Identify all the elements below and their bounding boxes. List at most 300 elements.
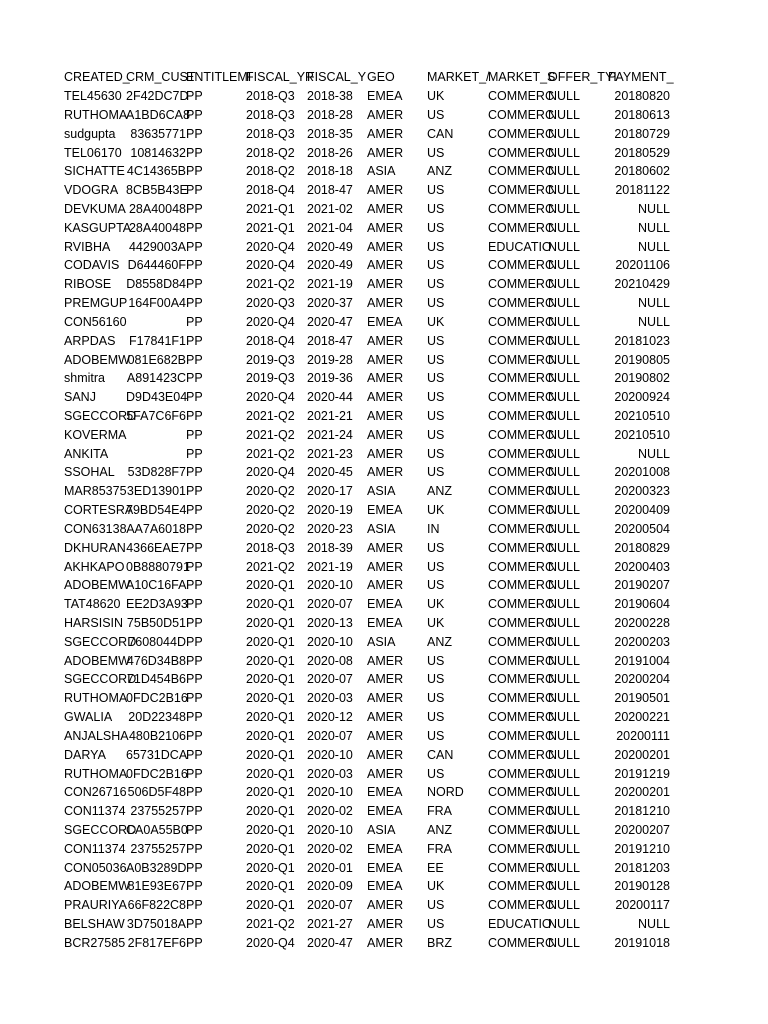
table-cell[interactable]: 2020-10 bbox=[307, 578, 353, 593]
table-cell[interactable]: 2021-Q2 bbox=[246, 277, 295, 292]
table-cell[interactable]: 20181023 bbox=[614, 333, 670, 348]
table-cell[interactable]: AMER bbox=[367, 728, 404, 743]
table-cell[interactable]: ASIA bbox=[367, 634, 396, 649]
table-cell[interactable]: EDUCATIO bbox=[488, 917, 552, 932]
table-cell[interactable]: AMER bbox=[367, 239, 404, 254]
table-cell[interactable]: 20180613 bbox=[614, 107, 670, 122]
table-cell[interactable]: AMER bbox=[367, 408, 404, 423]
table-cell[interactable]: NULL bbox=[638, 239, 670, 254]
table-cell[interactable]: 2020-Q1 bbox=[246, 728, 295, 743]
table-cell[interactable]: IN bbox=[427, 521, 440, 536]
table-cell[interactable]: A10C16FA bbox=[126, 578, 187, 593]
table-cell[interactable]: 2020-Q1 bbox=[246, 578, 295, 593]
table-cell[interactable]: 66F822C8 bbox=[127, 898, 186, 913]
table-cell[interactable]: PP bbox=[186, 935, 203, 950]
table-cell[interactable]: 2018-47 bbox=[307, 333, 353, 348]
table-cell[interactable]: AMER bbox=[367, 107, 404, 122]
table-cell[interactable]: PP bbox=[186, 503, 203, 517]
table-cell[interactable]: 20200111 bbox=[616, 728, 670, 743]
table-cell[interactable]: 2018-Q3 bbox=[246, 107, 295, 122]
table-cell[interactable]: 2020-03 bbox=[307, 766, 353, 781]
table-cell[interactable]: 20181122 bbox=[615, 183, 670, 198]
table-cell[interactable]: 83635771 bbox=[130, 126, 186, 141]
table-cell[interactable]: ADOBEMW bbox=[64, 653, 130, 668]
table-cell[interactable]: US bbox=[427, 239, 445, 254]
table-cell[interactable]: AMER bbox=[367, 747, 404, 762]
table-cell[interactable]: COMMERC bbox=[488, 634, 554, 649]
table-cell[interactable]: NULL bbox=[548, 917, 580, 932]
table-cell[interactable]: AMER bbox=[367, 145, 404, 160]
table-cell[interactable]: 2020-13 bbox=[307, 616, 353, 630]
table-cell[interactable]: EMEA bbox=[367, 785, 403, 800]
column-header[interactable]: PAYMENT_ bbox=[608, 70, 674, 84]
table-cell[interactable]: 2020-Q4 bbox=[246, 239, 295, 254]
table-cell[interactable]: AMER bbox=[367, 296, 404, 310]
table-cell[interactable]: AMER bbox=[367, 183, 404, 198]
table-cell[interactable]: NULL bbox=[548, 427, 580, 442]
table-cell[interactable]: COMMERC bbox=[488, 333, 554, 348]
table-cell[interactable]: 2020-49 bbox=[307, 258, 353, 273]
table-cell[interactable]: 2020-01 bbox=[307, 860, 353, 875]
table-cell[interactable]: NULL bbox=[548, 728, 580, 743]
table-cell[interactable]: VDOGRA bbox=[64, 183, 119, 198]
table-cell[interactable]: PP bbox=[186, 183, 203, 198]
table-cell[interactable]: COMMERC bbox=[488, 484, 554, 499]
table-cell[interactable]: 2021-02 bbox=[307, 201, 353, 216]
table-cell[interactable]: FRA bbox=[427, 841, 452, 856]
table-cell[interactable]: COMMERC bbox=[488, 465, 554, 480]
table-cell[interactable]: 2020-Q1 bbox=[246, 691, 295, 706]
table-cell[interactable]: 2020-09 bbox=[307, 879, 353, 894]
table-cell[interactable]: ASIA bbox=[367, 823, 396, 837]
table-cell[interactable]: 2021-19 bbox=[307, 277, 353, 292]
table-cell[interactable]: EMEA bbox=[367, 89, 403, 103]
table-cell[interactable]: PP bbox=[186, 296, 203, 310]
table-cell[interactable]: 2018-Q2 bbox=[246, 145, 295, 160]
column-header[interactable]: CREATED_ bbox=[64, 70, 130, 84]
table-cell[interactable]: 20200924 bbox=[614, 390, 670, 405]
table-cell[interactable]: PP bbox=[186, 164, 203, 179]
table-cell[interactable]: COMMERC bbox=[488, 201, 554, 216]
table-cell[interactable]: TEL06170 bbox=[64, 145, 122, 160]
table-cell[interactable]: COMMERC bbox=[488, 766, 554, 781]
table-cell[interactable]: COMMERC bbox=[488, 296, 554, 310]
table-cell[interactable]: 2020-02 bbox=[307, 841, 353, 856]
table-cell[interactable]: 2020-10 bbox=[307, 747, 353, 762]
table-cell[interactable]: 2020-Q1 bbox=[246, 597, 295, 612]
table-cell[interactable]: US bbox=[427, 427, 445, 442]
table-cell[interactable]: 2018-Q4 bbox=[246, 333, 295, 348]
table-cell[interactable]: PP bbox=[186, 540, 203, 555]
table-cell[interactable]: AMER bbox=[367, 578, 404, 593]
table-cell[interactable]: COMMERC bbox=[488, 145, 554, 160]
table-cell[interactable]: US bbox=[427, 408, 445, 423]
table-cell[interactable]: COMMERC bbox=[488, 277, 554, 292]
table-cell[interactable]: ADOBEMW bbox=[64, 879, 130, 894]
table-cell[interactable]: ANZ bbox=[427, 634, 452, 649]
table-cell[interactable]: 3D75018A bbox=[126, 917, 186, 932]
table-cell[interactable]: MAR85375 bbox=[64, 484, 127, 499]
table-cell[interactable]: COMMERC bbox=[488, 823, 554, 837]
table-cell[interactable]: COMMERC bbox=[488, 540, 554, 555]
table-cell[interactable]: 2021-23 bbox=[307, 446, 353, 461]
table-cell[interactable]: COMMERC bbox=[488, 352, 554, 367]
table-cell[interactable]: US bbox=[427, 333, 445, 348]
table-cell[interactable]: NULL bbox=[548, 390, 580, 405]
table-cell[interactable]: COMMERC bbox=[488, 183, 554, 198]
table-cell[interactable]: NULL bbox=[548, 691, 580, 706]
table-cell[interactable]: EMEA bbox=[367, 860, 403, 875]
table-cell[interactable]: US bbox=[427, 220, 445, 235]
table-cell[interactable]: PP bbox=[186, 597, 203, 612]
table-cell[interactable]: EE bbox=[427, 860, 444, 875]
table-cell[interactable]: NULL bbox=[638, 314, 670, 329]
table-cell[interactable]: NULL bbox=[638, 201, 670, 216]
table-cell[interactable]: 20201008 bbox=[614, 465, 670, 480]
table-cell[interactable]: US bbox=[427, 446, 445, 461]
table-cell[interactable]: A1BD6CA8 bbox=[126, 107, 190, 122]
table-cell[interactable]: 2020-37 bbox=[307, 296, 353, 310]
table-cell[interactable]: RVIBHA bbox=[64, 239, 111, 254]
table-cell[interactable]: 2018-38 bbox=[307, 89, 353, 103]
table-cell[interactable]: US bbox=[427, 540, 445, 555]
table-cell[interactable]: 8CB5B43E bbox=[126, 183, 188, 198]
table-cell[interactable]: UK bbox=[427, 89, 445, 103]
table-cell[interactable]: COMMERC bbox=[488, 314, 554, 329]
table-cell[interactable]: EMEA bbox=[367, 597, 403, 612]
table-cell[interactable]: COMMERC bbox=[488, 503, 554, 517]
table-cell[interactable]: CAN bbox=[427, 126, 454, 141]
table-cell[interactable]: 2020-49 bbox=[307, 239, 353, 254]
table-cell[interactable]: D8558D84 bbox=[126, 277, 186, 292]
table-cell[interactable]: sudgupta bbox=[64, 126, 116, 141]
table-cell[interactable]: 20191219 bbox=[614, 766, 670, 781]
table-cell[interactable]: 2020-10 bbox=[307, 823, 353, 837]
column-header[interactable]: GEO bbox=[367, 70, 395, 84]
table-cell[interactable]: COMMERC bbox=[488, 390, 554, 405]
table-cell[interactable]: 2020-19 bbox=[307, 503, 353, 517]
table-cell[interactable]: BELSHAW bbox=[64, 917, 125, 932]
table-cell[interactable]: NULL bbox=[548, 258, 580, 273]
table-cell[interactable]: 2020-Q4 bbox=[246, 935, 295, 950]
table-cell[interactable]: NULL bbox=[548, 314, 580, 329]
table-cell[interactable]: US bbox=[427, 578, 445, 593]
table-cell[interactable]: 23755257 bbox=[130, 804, 186, 819]
table-cell[interactable]: PP bbox=[186, 446, 203, 461]
table-cell[interactable]: 2020-Q1 bbox=[246, 841, 295, 856]
table-cell[interactable]: COMMERC bbox=[488, 710, 554, 725]
table-cell[interactable]: NULL bbox=[548, 860, 580, 875]
table-cell[interactable]: 20200207 bbox=[614, 823, 670, 837]
column-header[interactable]: ENTITLEMI bbox=[186, 70, 252, 84]
table-cell[interactable]: COMMERC bbox=[488, 164, 554, 179]
table-cell[interactable]: BRZ bbox=[427, 935, 452, 950]
table-cell[interactable]: US bbox=[427, 465, 445, 480]
table-cell[interactable]: NULL bbox=[548, 672, 580, 687]
table-cell[interactable]: PP bbox=[186, 691, 203, 706]
table-cell[interactable]: 2020-Q1 bbox=[246, 823, 295, 837]
table-cell[interactable]: AMER bbox=[367, 540, 404, 555]
table-cell[interactable]: PP bbox=[186, 841, 203, 856]
table-cell[interactable]: NULL bbox=[548, 296, 580, 310]
column-header[interactable]: OFFER_TYI bbox=[548, 70, 617, 84]
table-cell[interactable]: 2019-36 bbox=[307, 371, 353, 386]
table-cell[interactable]: 2020-07 bbox=[307, 728, 353, 743]
table-cell[interactable]: US bbox=[427, 728, 445, 743]
table-cell[interactable]: 0FDC2B16 bbox=[126, 691, 188, 706]
table-cell[interactable]: 20190128 bbox=[614, 879, 670, 894]
table-cell[interactable]: NULL bbox=[548, 653, 580, 668]
table-cell[interactable]: A0B3289D bbox=[126, 860, 187, 875]
table-cell[interactable]: 2020-10 bbox=[307, 785, 353, 800]
table-cell[interactable]: US bbox=[427, 371, 445, 386]
table-cell[interactable]: 2020-Q4 bbox=[246, 314, 295, 329]
table-cell[interactable]: SGECCORD bbox=[64, 672, 137, 687]
table-cell[interactable]: 2020-Q1 bbox=[246, 898, 295, 913]
table-cell[interactable]: 2021-Q1 bbox=[246, 201, 295, 216]
table-cell[interactable]: EDUCATIO bbox=[488, 239, 552, 254]
table-cell[interactable]: NULL bbox=[548, 785, 580, 800]
table-cell[interactable]: PRAURIYA bbox=[64, 898, 127, 913]
table-cell[interactable]: PP bbox=[186, 89, 203, 103]
table-cell[interactable]: NULL bbox=[548, 823, 580, 837]
table-cell[interactable]: NULL bbox=[548, 766, 580, 781]
table-cell[interactable]: 20180729 bbox=[614, 126, 670, 141]
table-cell[interactable]: ARPDAS bbox=[64, 333, 116, 348]
table-cell[interactable]: COMMERC bbox=[488, 616, 554, 630]
table-cell[interactable]: 2020-07 bbox=[307, 898, 353, 913]
table-cell[interactable]: 2020-Q2 bbox=[246, 484, 295, 499]
table-cell[interactable]: 4366EAE7 bbox=[126, 540, 186, 555]
table-cell[interactable]: 20200117 bbox=[615, 898, 670, 913]
table-cell[interactable]: 20180820 bbox=[614, 89, 670, 103]
table-cell[interactable]: PP bbox=[186, 107, 203, 122]
table-cell[interactable]: ANZ bbox=[427, 484, 452, 499]
table-cell[interactable]: PP bbox=[186, 879, 203, 894]
table-cell[interactable]: shmitra bbox=[64, 371, 105, 386]
table-cell[interactable]: 506D5F48 bbox=[127, 785, 186, 800]
table-cell[interactable]: NULL bbox=[548, 521, 580, 536]
table-cell[interactable]: BCR27585 bbox=[64, 935, 126, 950]
table-cell[interactable]: SICHATTE bbox=[64, 164, 125, 179]
table-cell[interactable]: NULL bbox=[548, 616, 580, 630]
table-cell[interactable]: UK bbox=[427, 503, 445, 517]
table-cell[interactable]: AA7A6018 bbox=[126, 521, 186, 536]
table-cell[interactable]: 2018-28 bbox=[307, 107, 353, 122]
table-cell[interactable]: PP bbox=[186, 408, 203, 423]
table-cell[interactable]: CON56160 bbox=[64, 314, 127, 329]
table-cell[interactable]: NULL bbox=[548, 107, 580, 122]
table-cell[interactable]: PP bbox=[186, 427, 203, 442]
table-cell[interactable]: PP bbox=[186, 785, 203, 800]
table-cell[interactable]: NULL bbox=[548, 540, 580, 555]
table-cell[interactable]: COMMERC bbox=[488, 879, 554, 894]
table-cell[interactable]: PP bbox=[186, 559, 203, 574]
table-cell[interactable]: AMER bbox=[367, 465, 404, 480]
table-cell[interactable]: 2021-Q2 bbox=[246, 559, 295, 574]
table-cell[interactable]: EMEA bbox=[367, 879, 403, 894]
table-cell[interactable]: UK bbox=[427, 616, 445, 630]
table-cell[interactable]: NULL bbox=[548, 408, 580, 423]
table-cell[interactable]: NULL bbox=[638, 446, 670, 461]
table-cell[interactable]: TAT48620 bbox=[64, 597, 121, 612]
table-cell[interactable]: 53D828F7 bbox=[127, 465, 186, 480]
table-cell[interactable]: TEL45630 bbox=[64, 89, 122, 103]
table-cell[interactable]: PP bbox=[186, 766, 203, 781]
table-cell[interactable]: ANZ bbox=[427, 164, 452, 179]
table-cell[interactable]: 2020-47 bbox=[307, 314, 353, 329]
table-cell[interactable]: COMMERC bbox=[488, 597, 554, 612]
table-cell[interactable]: 2020-23 bbox=[307, 521, 353, 536]
table-cell[interactable]: US bbox=[427, 145, 445, 160]
table-cell[interactable]: 4429003A bbox=[128, 239, 186, 254]
table-cell[interactable]: 2020-45 bbox=[307, 465, 353, 480]
table-cell[interactable]: ADOBEMW bbox=[64, 578, 130, 593]
table-cell[interactable]: 20181210 bbox=[614, 804, 670, 819]
table-cell[interactable]: SANJ bbox=[64, 390, 96, 405]
table-cell[interactable]: EMEA bbox=[367, 616, 403, 630]
table-cell[interactable]: US bbox=[427, 710, 445, 725]
table-cell[interactable]: 28A40048 bbox=[128, 201, 186, 216]
table-cell[interactable]: PP bbox=[186, 239, 203, 254]
table-cell[interactable]: NULL bbox=[548, 164, 580, 179]
table-cell[interactable]: COMMERC bbox=[488, 935, 554, 950]
table-cell[interactable]: 2020-Q1 bbox=[246, 616, 295, 630]
table-cell[interactable]: KOVERMA bbox=[64, 427, 127, 442]
table-cell[interactable]: AMER bbox=[367, 691, 404, 706]
table-cell[interactable]: 2019-28 bbox=[307, 352, 353, 367]
table-cell[interactable]: COMMERC bbox=[488, 371, 554, 386]
table-cell[interactable]: A891423C bbox=[126, 371, 186, 386]
table-cell[interactable]: NULL bbox=[638, 220, 670, 235]
table-cell[interactable]: F17841F1 bbox=[129, 333, 186, 348]
table-cell[interactable]: 20200204 bbox=[614, 672, 670, 687]
table-cell[interactable]: 2021-Q2 bbox=[246, 917, 295, 932]
table-cell[interactable]: US bbox=[427, 296, 445, 310]
table-cell[interactable]: 2021-21 bbox=[307, 408, 353, 423]
table-cell[interactable]: PREMGUP bbox=[64, 296, 128, 310]
table-cell[interactable]: PP bbox=[186, 578, 203, 593]
table-cell[interactable]: 20200228 bbox=[614, 616, 670, 630]
table-cell[interactable]: 10814632 bbox=[130, 145, 186, 160]
column-header[interactable]: MARKET_/ bbox=[427, 70, 490, 84]
table-cell[interactable]: NULL bbox=[548, 597, 580, 612]
table-cell[interactable]: US bbox=[427, 107, 445, 122]
table-cell[interactable]: COMMERC bbox=[488, 578, 554, 593]
table-cell[interactable]: ANKITA bbox=[64, 446, 109, 461]
table-cell[interactable]: 0B8880791 bbox=[126, 559, 190, 574]
table-cell[interactable]: US bbox=[427, 559, 445, 574]
table-cell[interactable]: 2021-Q2 bbox=[246, 408, 295, 423]
table-cell[interactable]: PP bbox=[186, 484, 203, 499]
table-cell[interactable]: PP bbox=[186, 390, 203, 405]
table-cell[interactable]: PP bbox=[186, 823, 203, 837]
table-cell[interactable]: PP bbox=[186, 710, 203, 725]
table-cell[interactable]: 71D454B6 bbox=[126, 672, 186, 687]
table-cell[interactable]: 2018-47 bbox=[307, 183, 353, 198]
table-cell[interactable]: 2020-Q2 bbox=[246, 521, 295, 536]
table-cell[interactable]: PP bbox=[186, 616, 203, 630]
table-cell[interactable]: NULL bbox=[548, 239, 580, 254]
table-cell[interactable]: PP bbox=[186, 314, 203, 329]
table-cell[interactable]: US bbox=[427, 653, 445, 668]
table-cell[interactable]: RUTHOMA bbox=[64, 691, 128, 706]
table-cell[interactable]: CON05036 bbox=[64, 860, 127, 875]
table-cell[interactable]: 65731DCA bbox=[126, 747, 188, 762]
table-cell[interactable]: 2020-Q1 bbox=[246, 860, 295, 875]
table-cell[interactable]: 2018-Q2 bbox=[246, 164, 295, 179]
table-cell[interactable]: SSOHAL bbox=[64, 465, 115, 480]
table-cell[interactable]: AMER bbox=[367, 898, 404, 913]
table-cell[interactable]: 7608044D bbox=[128, 634, 186, 649]
table-cell[interactable]: US bbox=[427, 201, 445, 216]
table-cell[interactable]: NULL bbox=[548, 898, 580, 913]
table-cell[interactable]: 2018-Q3 bbox=[246, 89, 295, 103]
table-cell[interactable]: NULL bbox=[548, 804, 580, 819]
table-cell[interactable]: NULL bbox=[548, 220, 580, 235]
table-cell[interactable]: 2018-18 bbox=[307, 164, 353, 179]
table-cell[interactable]: NULL bbox=[548, 277, 580, 292]
table-cell[interactable]: AKHKAPO bbox=[64, 559, 125, 574]
table-cell[interactable]: US bbox=[427, 766, 445, 781]
table-cell[interactable]: 2020-Q1 bbox=[246, 785, 295, 800]
table-cell[interactable]: COMMERC bbox=[488, 672, 554, 687]
table-cell[interactable]: PP bbox=[186, 371, 203, 386]
table-cell[interactable]: COMMERC bbox=[488, 126, 554, 141]
table-cell[interactable]: NULL bbox=[638, 917, 670, 932]
table-cell[interactable] bbox=[126, 445, 186, 464]
table-cell[interactable]: NULL bbox=[638, 296, 670, 310]
table-cell[interactable]: 2020-02 bbox=[307, 804, 353, 819]
table-cell[interactable]: 2018-39 bbox=[307, 540, 353, 555]
table-cell[interactable]: AMER bbox=[367, 258, 404, 273]
table-cell[interactable]: AMER bbox=[367, 333, 404, 348]
table-cell[interactable]: 20191004 bbox=[614, 653, 670, 668]
table-cell[interactable]: COMMERC bbox=[488, 107, 554, 122]
table-cell[interactable]: 2021-Q2 bbox=[246, 427, 295, 442]
table-cell[interactable]: SGECCORD bbox=[64, 634, 137, 649]
table-cell[interactable]: AMER bbox=[367, 917, 404, 932]
table-cell[interactable]: COMMERC bbox=[488, 898, 554, 913]
table-cell[interactable]: 476D34B8 bbox=[126, 653, 186, 668]
table-cell[interactable]: US bbox=[427, 183, 445, 198]
table-cell[interactable]: 2020-Q4 bbox=[246, 390, 295, 405]
table-cell[interactable]: CON11374 bbox=[64, 841, 126, 856]
table-cell[interactable]: NULL bbox=[548, 484, 580, 499]
table-cell[interactable]: 20200403 bbox=[614, 559, 670, 574]
column-header[interactable]: FISCAL_YR bbox=[246, 70, 315, 84]
table-cell[interactable]: RIBOSE bbox=[64, 277, 112, 292]
table-cell[interactable]: 20190802 bbox=[614, 371, 670, 386]
table-cell[interactable]: 20180529 bbox=[614, 145, 670, 160]
table-cell[interactable]: US bbox=[427, 258, 445, 273]
table-cell[interactable]: NULL bbox=[548, 145, 580, 160]
table-cell[interactable]: 2019-Q3 bbox=[246, 352, 295, 367]
table-cell[interactable]: 20190501 bbox=[614, 691, 670, 706]
table-cell[interactable]: PP bbox=[186, 653, 203, 668]
table-cell[interactable]: 2020-Q1 bbox=[246, 653, 295, 668]
table-cell[interactable]: 20190604 bbox=[614, 597, 670, 612]
table-cell[interactable]: 2018-35 bbox=[307, 126, 353, 141]
table-cell[interactable]: NULL bbox=[548, 371, 580, 386]
table-cell[interactable]: COMMERC bbox=[488, 747, 554, 762]
table-cell[interactable]: 20190207 bbox=[614, 578, 670, 593]
table-cell[interactable]: 2018-Q3 bbox=[246, 540, 295, 555]
table-cell[interactable]: COMMERC bbox=[488, 653, 554, 668]
table-cell[interactable]: DKHURAN bbox=[64, 540, 126, 555]
table-cell[interactable]: ANJALSHA bbox=[64, 728, 129, 743]
table-cell[interactable]: PP bbox=[186, 258, 203, 273]
